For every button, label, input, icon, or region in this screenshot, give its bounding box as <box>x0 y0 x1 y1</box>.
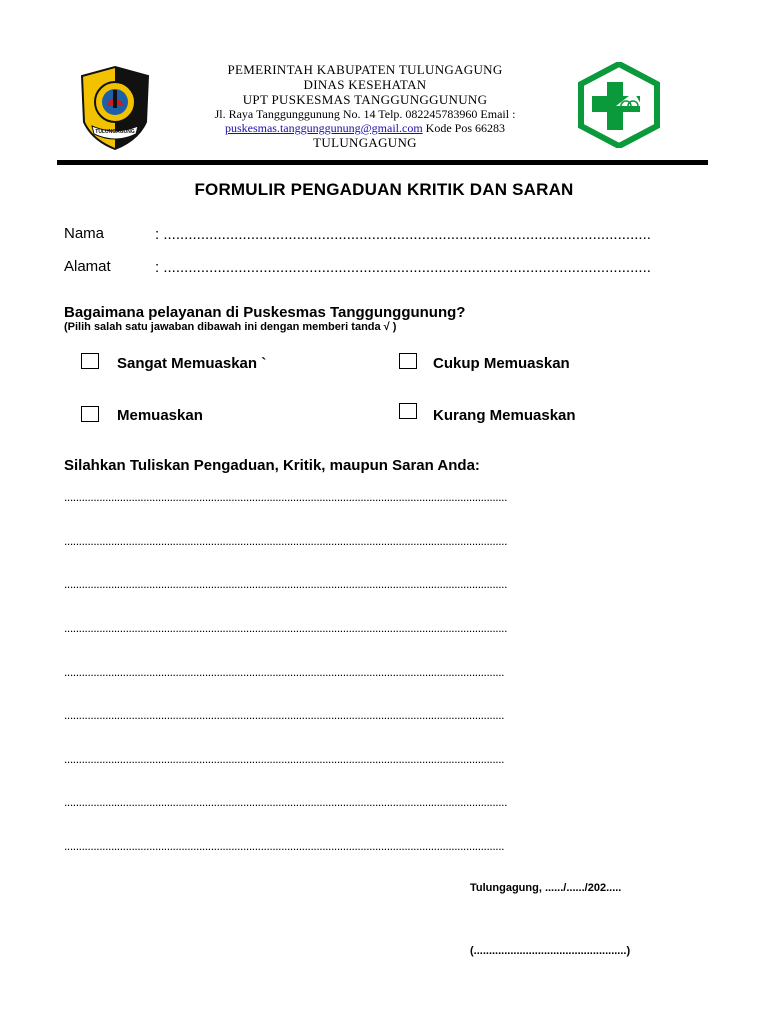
header-department: DINAS KESEHATAN <box>303 77 427 92</box>
header-city: TULUNGAGUNG <box>313 135 417 150</box>
feedback-line[interactable]: ...................................................................................................................................................... <box>64 708 505 722</box>
address-label: Alamat <box>64 258 111 275</box>
feedback-line[interactable]: ....................................................................................................................................................... <box>64 795 508 809</box>
puskesmas-logo <box>576 62 662 148</box>
checkbox-kurang-memuaskan[interactable] <box>399 403 417 419</box>
header-email-postal <box>150 121 580 136</box>
address-field[interactable]: : ..................................................................................................................... <box>155 259 651 276</box>
checkbox-sangat-memuaskan[interactable] <box>81 353 99 369</box>
option-sangat-memuaskan: Sangat Memuaskan ` <box>117 355 267 372</box>
feedback-line[interactable]: ....................................................................................................................................................... <box>64 534 508 548</box>
service-question: Bagaimana pelayanan di Puskesmas Tanggunggunung? <box>64 304 466 321</box>
option-cukup-memuaskan: Cukup Memuaskan <box>433 355 570 372</box>
feedback-line[interactable]: ....................................................................................................................................................... <box>64 490 508 504</box>
feedback-line[interactable]: ....................................................................................................................................................... <box>64 577 508 591</box>
emblem-text: TULUNGAGUNG <box>95 129 135 135</box>
feedback-heading: Silahkan Tuliskan Pengaduan, Kritik, maupun Saran Anda: <box>64 457 480 474</box>
header-government: PEMERINTAH KABUPATEN TULUNGAGUNG <box>227 62 503 77</box>
email-link[interactable]: puskesmas.tanggunggunung@gmail.com <box>224 121 423 135</box>
checkbox-cukup-memuaskan[interactable] <box>399 353 417 369</box>
feedback-line[interactable]: ...................................................................................................................................................... <box>64 839 505 853</box>
postal-code: Kode Pos 66283 <box>422 121 506 135</box>
regency-emblem-logo <box>78 64 152 152</box>
feedback-line[interactable]: ...................................................................................................................................................... <box>64 665 505 679</box>
header-divider <box>57 160 708 165</box>
feedback-line[interactable]: ....................................................................................................................................................... <box>64 621 508 635</box>
option-memuaskan: Memuaskan <box>117 407 203 424</box>
question-instruction: (Pilih salah satu jawaban dibawah ini dengan memberi tanda √ ) <box>64 321 397 333</box>
option-kurang-memuaskan: Kurang Memuaskan <box>433 407 576 424</box>
signature-name-line[interactable]: (..................................................) <box>470 945 631 957</box>
name-field[interactable]: : ..................................................................................................................... <box>155 226 651 243</box>
signature-place-date[interactable]: Tulungagung, ....../....../202..... <box>470 882 622 894</box>
checkbox-memuaskan[interactable] <box>81 406 99 422</box>
name-label: Nama <box>64 225 105 242</box>
header-address-phone: Jl. Raya Tanggunggunung No. 14 Telp. 082245783960 Email : <box>214 107 516 121</box>
header-institution: UPT PUSKESMAS TANGGUNGGUNUNG <box>242 92 488 107</box>
feedback-line[interactable]: ...................................................................................................................................................... <box>64 752 505 766</box>
form-title: FORMULIR PENGADUAN KRITIK DAN SARAN <box>194 180 574 199</box>
